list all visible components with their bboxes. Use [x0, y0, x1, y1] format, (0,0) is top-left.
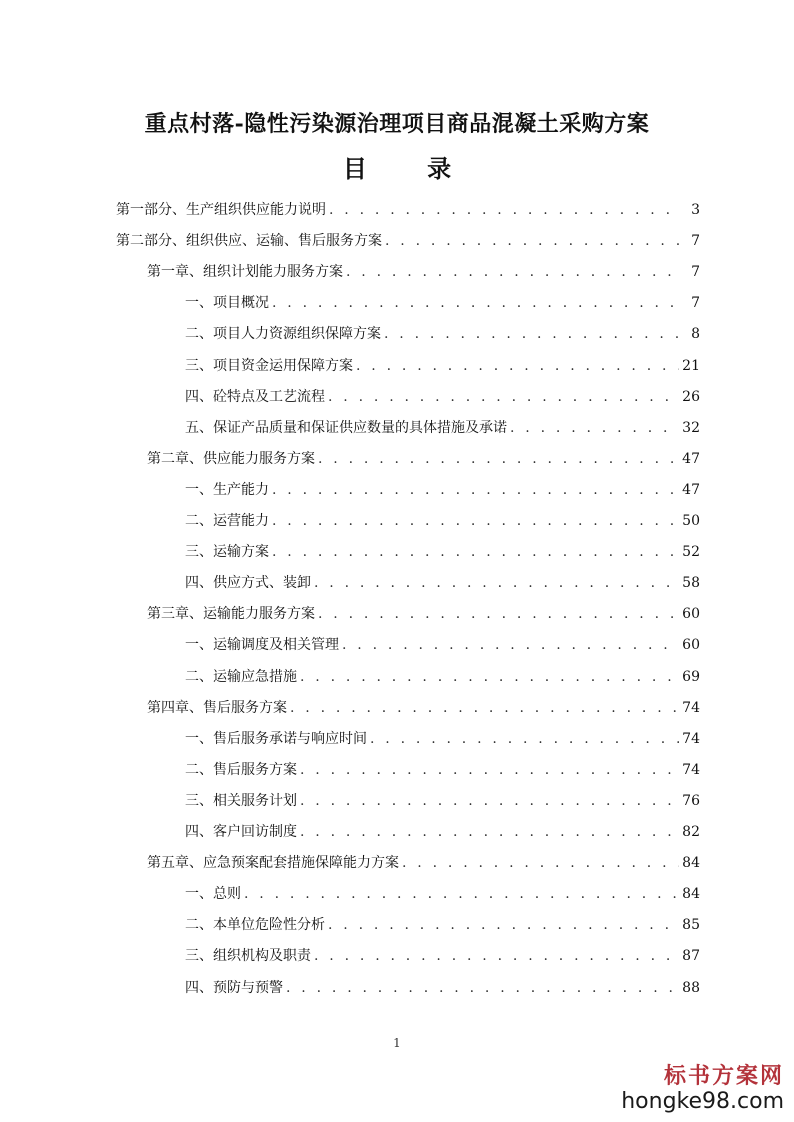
document-title: 重点村落-隐性污染源治理项目商品混凝土采购方案 — [144, 110, 650, 137]
toc-entry-label: 三、运输方案 — [185, 544, 269, 560]
toc-dot-leader — [272, 541, 679, 563]
toc-entry-page: 76 — [682, 793, 700, 809]
toc-dot-leader — [342, 634, 679, 656]
toc-entry-page: 60 — [682, 606, 700, 622]
toc-entry[interactable] — [185, 728, 700, 750]
toc-entry[interactable] — [185, 914, 700, 936]
watermark-logo — [621, 1064, 784, 1114]
toc-entry-label: 二、售后服务方案 — [185, 762, 297, 778]
toc-entry[interactable] — [185, 355, 700, 377]
toc-entry[interactable] — [185, 572, 700, 594]
toc-entry[interactable] — [147, 603, 700, 625]
toc-entry[interactable] — [185, 417, 700, 439]
toc-dot-leader — [328, 914, 679, 936]
toc-dot-leader — [314, 945, 679, 967]
toc-entry-page: 69 — [682, 669, 700, 685]
toc-entry-page: 3 — [691, 202, 700, 218]
toc-entry[interactable] — [185, 323, 700, 345]
toc-entry-page: 84 — [682, 886, 700, 902]
toc-entry-label: 二、运输应急措施 — [185, 669, 297, 685]
toc-entry[interactable] — [185, 479, 700, 501]
toc-dot-leader — [272, 292, 681, 314]
toc-entry-label: 二、运营能力 — [185, 513, 269, 529]
toc-entry-label: 三、相关服务计划 — [185, 793, 297, 809]
toc-dot-leader — [385, 230, 681, 252]
toc-dot-leader — [286, 977, 679, 999]
toc-entry[interactable] — [116, 230, 700, 252]
toc-entry-page: 58 — [682, 575, 700, 591]
toc-entry-label: 四、预防与预警 — [185, 980, 283, 996]
toc-entry-page: 74 — [682, 700, 700, 716]
toc-entry[interactable] — [147, 261, 700, 283]
toc-entry[interactable] — [147, 448, 700, 470]
toc-entry-page: 47 — [682, 482, 700, 498]
watermark-text-en: hongke98.com — [621, 1089, 784, 1114]
toc-entry-label: 第四章、售后服务方案 — [147, 700, 287, 716]
watermark-text-cn: 标书方案网 — [663, 1064, 784, 1089]
toc-entry[interactable] — [185, 977, 700, 999]
toc-entry[interactable] — [185, 790, 700, 812]
toc-entry[interactable] — [185, 759, 700, 781]
toc-entry-page: 32 — [682, 420, 700, 436]
toc-entry-label: 五、保证产品质量和保证供应数量的具体措施及承诺 — [185, 420, 507, 436]
toc-entry-label: 四、砼特点及工艺流程 — [185, 389, 325, 405]
toc-entry-page: 7 — [691, 264, 700, 280]
toc-entry-page: 84 — [682, 855, 700, 871]
toc-entry-page: 26 — [682, 389, 700, 405]
toc-dot-leader — [272, 479, 679, 501]
toc-entry[interactable] — [185, 292, 700, 314]
toc-entry-label: 第三章、运输能力服务方案 — [147, 606, 315, 622]
toc-entry-page: 60 — [682, 637, 700, 653]
toc-entry[interactable] — [185, 945, 700, 967]
toc-entry-page: 7 — [691, 233, 700, 249]
toc-dot-leader — [300, 790, 679, 812]
toc-dot-leader — [318, 448, 679, 470]
toc-dot-leader — [290, 697, 679, 719]
toc-entry-label: 二、项目人力资源组织保障方案 — [185, 326, 381, 342]
toc-dot-leader — [346, 261, 681, 283]
toc-entry-page: 88 — [682, 980, 700, 996]
toc-entry-label: 第二部分、组织供应、运输、售后服务方案 — [116, 233, 382, 249]
toc-dot-leader — [329, 199, 681, 221]
toc-entry-label: 三、项目资金运用保障方案 — [185, 358, 353, 374]
toc-dot-leader — [356, 355, 679, 377]
toc-entry[interactable] — [185, 541, 700, 563]
toc-dot-leader — [384, 323, 681, 345]
toc-entry-page: 52 — [682, 544, 700, 560]
toc-entry-label: 四、客户回访制度 — [185, 824, 297, 840]
toc-entry[interactable] — [185, 821, 700, 843]
toc-entry[interactable] — [185, 634, 700, 656]
toc-entry-label: 第一部分、生产组织供应能力说明 — [116, 202, 326, 218]
toc-dot-leader — [300, 759, 679, 781]
toc-entry-label: 一、生产能力 — [185, 482, 269, 498]
toc-entry-label: 一、运输调度及相关管理 — [185, 637, 339, 653]
toc-entry[interactable] — [185, 666, 700, 688]
toc-entry-label: 第五章、应急预案配套措施保障能力方案 — [147, 855, 399, 871]
toc-entry-page: 8 — [691, 326, 700, 342]
toc-entry-label: 第二章、供应能力服务方案 — [147, 451, 315, 467]
toc-dot-leader — [318, 603, 679, 625]
toc-entry-page: 74 — [682, 762, 700, 778]
toc-dot-leader — [370, 728, 679, 750]
toc-entry-page: 85 — [682, 917, 700, 933]
page-number: 1 — [393, 1036, 401, 1050]
toc-entry-label: 二、本单位危险性分析 — [185, 917, 325, 933]
toc-entry[interactable] — [116, 199, 700, 221]
toc-entry-page: 47 — [682, 451, 700, 467]
toc-entry-page: 7 — [691, 295, 700, 311]
toc-dot-leader — [300, 666, 679, 688]
toc-dot-leader — [272, 510, 679, 532]
toc-entry-page: 82 — [682, 824, 700, 840]
toc-entry[interactable] — [185, 386, 700, 408]
toc-entry[interactable] — [147, 852, 700, 874]
toc-entry-label: 一、总则 — [185, 886, 241, 902]
toc-dot-leader — [328, 386, 679, 408]
toc-heading: 目 录 — [342, 154, 478, 183]
toc-entry-label: 一、项目概况 — [185, 295, 269, 311]
toc-entry[interactable] — [185, 883, 700, 905]
toc-entry-page: 74 — [682, 731, 700, 747]
toc-dot-leader — [244, 883, 679, 905]
toc-entry-page: 50 — [682, 513, 700, 529]
toc-entry-label: 一、售后服务承诺与响应时间 — [185, 731, 367, 747]
toc-entry-label: 第一章、组织计划能力服务方案 — [147, 264, 343, 280]
toc-entry-label: 四、供应方式、装卸 — [185, 575, 311, 591]
toc-entry-page: 87 — [682, 948, 700, 964]
toc-entry[interactable] — [185, 510, 700, 532]
toc-entry-page: 21 — [682, 358, 700, 374]
toc-dot-leader — [300, 821, 679, 843]
toc-dot-leader — [314, 572, 679, 594]
toc-dot-leader — [510, 417, 679, 439]
toc-entry-label: 三、组织机构及职责 — [185, 948, 311, 964]
toc-entry[interactable] — [147, 697, 700, 719]
toc-dot-leader — [402, 852, 679, 874]
